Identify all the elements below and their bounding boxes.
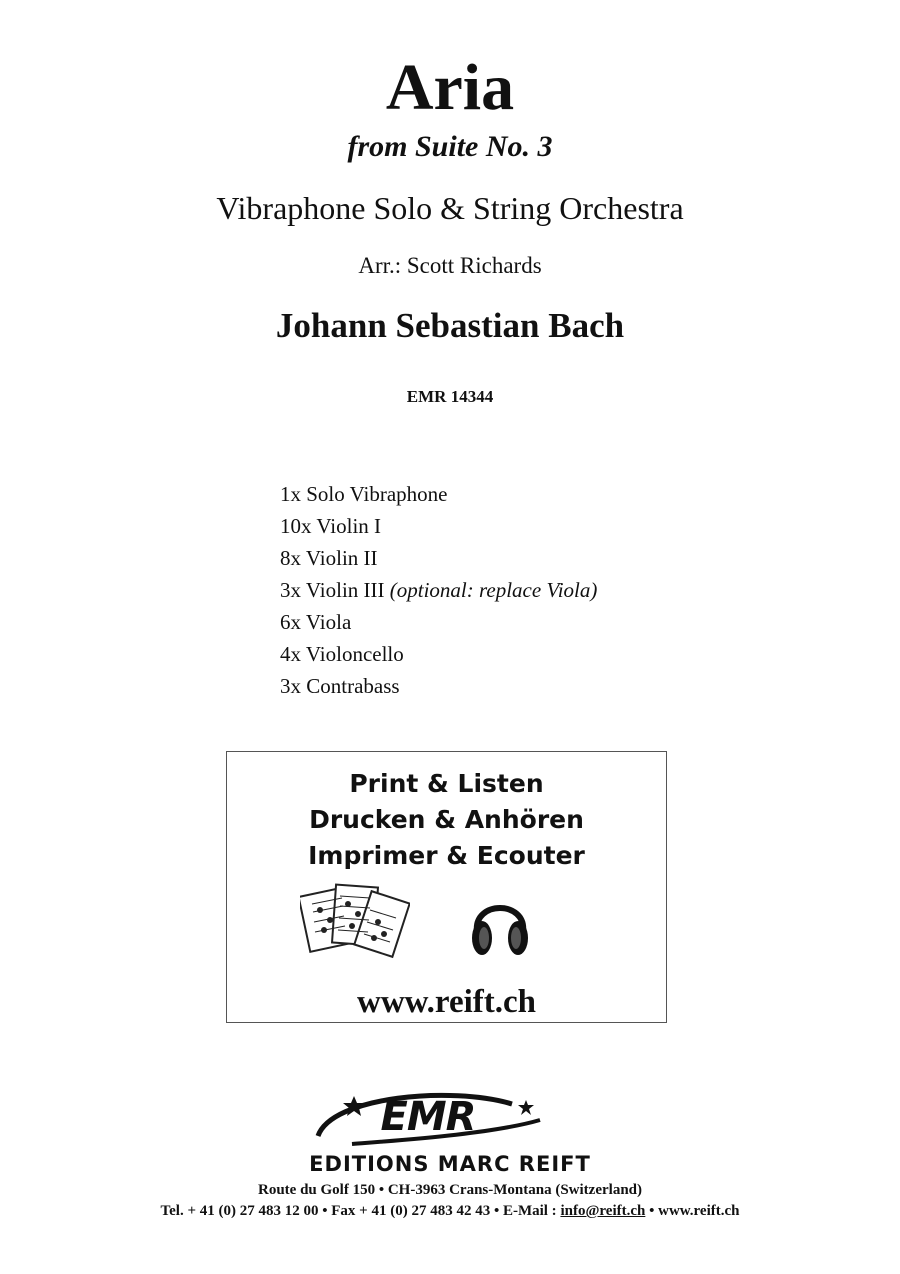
part-item — [280, 510, 597, 542]
publisher-name: EDITIONS MARC REIFT — [309, 1152, 591, 1176]
parts-list — [280, 478, 597, 702]
contact-phone-fax: Tel. + 41 (0) 27 483 12 00 • Fax + 41 (0) 27 483 42 43 • E-Mail : — [160, 1203, 561, 1219]
part-label: 8x Violin II — [280, 546, 378, 570]
part-label: 1x Solo Vibraphone — [280, 482, 448, 506]
headphones-icon — [467, 888, 533, 960]
part-label: 4x Violoncello — [280, 642, 404, 666]
part-label: 3x Violin III — [280, 578, 390, 602]
part-label: 10x Violin I — [280, 514, 382, 538]
part-item — [280, 670, 597, 702]
promo-url[interactable]: www.reift.ch — [356, 984, 537, 1020]
email-link[interactable]: info@reift.ch — [560, 1203, 646, 1219]
part-item — [280, 606, 597, 638]
promo-line-print-listen: Print & Listen — [349, 769, 544, 798]
score-subtitle: from Suite No. 3 — [347, 130, 553, 163]
sheet-music-icon — [300, 882, 410, 962]
part-item — [280, 478, 597, 510]
publisher-contact — [0, 1201, 900, 1221]
part-item — [280, 638, 597, 670]
part-item — [280, 542, 597, 574]
promo-line-drucken: Drucken & Anhören — [309, 805, 584, 834]
part-item — [280, 574, 597, 606]
contact-website[interactable]: • www.reift.ch — [645, 1203, 740, 1219]
composer: Johann Sebastian Bach — [275, 306, 625, 345]
promo-line-imprimer: Imprimer & Ecouter — [308, 841, 585, 870]
print-listen-box — [226, 751, 667, 1023]
part-label: 6x Viola — [280, 610, 352, 634]
part-label: 3x Contrabass — [280, 674, 400, 698]
arranger: Arr.: Scott Richards — [358, 253, 542, 278]
score-title: Aria — [385, 51, 515, 124]
emr-logo-text: EMR — [380, 1094, 476, 1140]
publisher-address: Route du Golf 150 • CH-3963 Crans-Montana (Switzerland) — [258, 1182, 642, 1198]
instrumentation: Vibraphone Solo & String Orchestra — [216, 190, 684, 226]
catalog-number: EMR 14344 — [406, 387, 494, 406]
part-note: (optional: replace Viola) — [389, 578, 598, 602]
